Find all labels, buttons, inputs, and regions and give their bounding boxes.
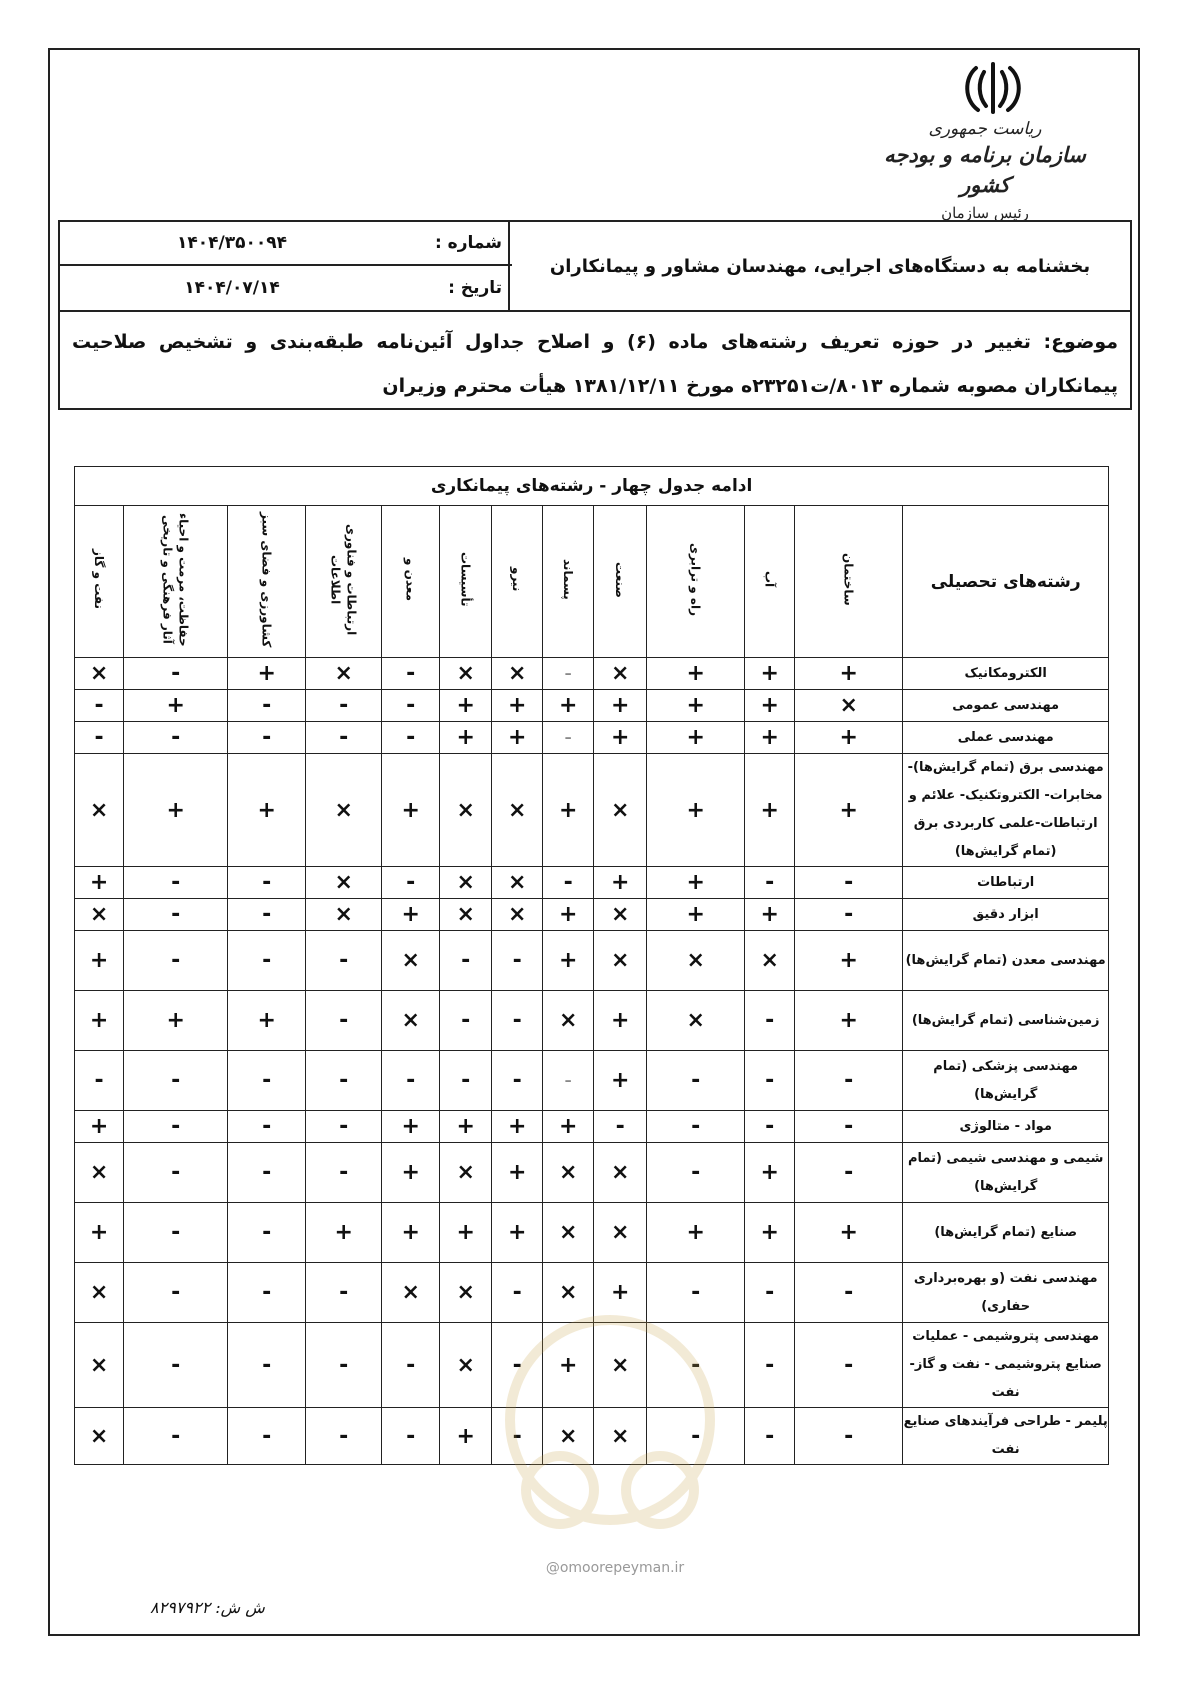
mark-cell: - (124, 1051, 228, 1111)
column-header-label: تأسیسات (458, 552, 473, 607)
mark-cell: - (124, 899, 228, 931)
subject-line-2: پیمانکاران مصوبه شماره ۸۰۱۳/ت۲۳۲۵۱ه مورخ ۱۳۸۱/۱۲/۱۱ هیأت محترم وزیران (382, 375, 1118, 397)
mark-cell: × (75, 1143, 124, 1203)
mark-cell: + (543, 690, 594, 722)
mark-cell: - (795, 1143, 903, 1203)
mark-cell: × (492, 867, 543, 899)
column-header-7 (440, 506, 492, 658)
date-value: ۱۴۰۴/۰۷/۱۴ (184, 278, 280, 298)
mark-cell: - (306, 722, 382, 754)
mark-cell: + (382, 899, 440, 931)
mark-cell: - (492, 931, 543, 991)
mark-cell: + (75, 1203, 124, 1263)
mark-cell: × (492, 658, 543, 690)
table-row (75, 754, 1109, 867)
column-header-label: حفاظت، مرمت و احیاء آثار فرهنگی و تاریخی (160, 512, 191, 647)
mark-cell: + (492, 690, 543, 722)
mark-cell: - (306, 1143, 382, 1203)
mark-cell: - (795, 899, 903, 931)
mark-cell: + (306, 1203, 382, 1263)
field-name-cell: مهندسی عملی (903, 722, 1109, 754)
table-row (75, 867, 1109, 899)
column-header-label: ساختمان (841, 553, 856, 606)
mark-cell: - (440, 991, 492, 1051)
date-label: تاریخ : (448, 278, 502, 298)
mark-cell: + (647, 690, 745, 722)
mark-cell: + (228, 754, 306, 867)
org-head-title: رئیس سازمان (941, 204, 1029, 222)
mark-cell: - (306, 1408, 382, 1465)
mark-cell: - (124, 722, 228, 754)
mark-cell: × (440, 754, 492, 867)
field-name-cell: مهندسی برق (تمام گرایش‌ها)- مخابرات- الکتروتکنیک- علائم و ارتباطات-علمی کاربردی برق (تمام گرایش‌ها) (903, 754, 1109, 867)
mark-cell: × (440, 1143, 492, 1203)
column-header-1 (795, 506, 903, 658)
table-row (75, 690, 1109, 722)
field-column-header: رشته‌های تحصیلی (903, 506, 1109, 658)
mark-cell: + (228, 991, 306, 1051)
mark-cell: – (543, 1051, 594, 1111)
mark-cell: - (124, 931, 228, 991)
mark-cell: × (543, 1203, 594, 1263)
mark-cell: - (228, 1323, 306, 1408)
mark-cell: - (795, 867, 903, 899)
mark-cell: - (492, 1323, 543, 1408)
mark-cell: × (75, 658, 124, 690)
mark-cell: + (440, 1408, 492, 1465)
mark-cell: + (594, 991, 647, 1051)
mark-cell: - (124, 1323, 228, 1408)
mark-cell: - (306, 690, 382, 722)
mark-cell: - (795, 1323, 903, 1408)
mark-cell: - (382, 867, 440, 899)
mark-cell: + (543, 899, 594, 931)
field-name-cell: الکترومکانیک (903, 658, 1109, 690)
mark-cell: - (75, 1051, 124, 1111)
mark-cell: × (795, 690, 903, 722)
mark-cell: × (440, 1323, 492, 1408)
mark-cell: × (647, 991, 745, 1051)
mark-cell: × (75, 1408, 124, 1465)
mark-cell: - (745, 1263, 795, 1323)
mark-cell: - (492, 1051, 543, 1111)
mark-cell: × (75, 1323, 124, 1408)
mark-cell: + (492, 1203, 543, 1263)
mark-cell: + (795, 931, 903, 991)
mark-cell: - (745, 1051, 795, 1111)
mark-cell: - (306, 991, 382, 1051)
mark-cell: + (647, 658, 745, 690)
column-header-10 (228, 506, 306, 658)
mark-cell: - (795, 1408, 903, 1465)
mark-cell: + (647, 867, 745, 899)
mark-cell: - (306, 1323, 382, 1408)
field-name-cell: زمین‌شناسی (تمام گرایش‌ها) (903, 991, 1109, 1051)
column-header-row (75, 506, 1109, 658)
table-row (75, 1111, 1109, 1143)
mark-cell: + (124, 991, 228, 1051)
table-row (75, 1051, 1109, 1111)
table-row (75, 722, 1109, 754)
mark-cell: × (594, 899, 647, 931)
mark-cell: - (228, 1143, 306, 1203)
mark-cell: - (594, 1111, 647, 1143)
mark-cell: × (306, 754, 382, 867)
mark-cell: + (594, 690, 647, 722)
mark-cell: - (306, 1111, 382, 1143)
mark-cell: × (745, 931, 795, 991)
mark-cell: - (228, 1263, 306, 1323)
column-header-3 (647, 506, 745, 658)
mark-cell: × (382, 991, 440, 1051)
mark-cell: - (382, 722, 440, 754)
mark-cell: - (124, 1111, 228, 1143)
mark-cell: + (594, 867, 647, 899)
field-name-cell: ابزار دقیق (903, 899, 1109, 931)
mark-cell: + (795, 722, 903, 754)
column-header-label: پسماند (561, 559, 576, 600)
mark-cell: + (543, 754, 594, 867)
table-row (75, 1203, 1109, 1263)
table-row (75, 991, 1109, 1051)
mark-cell: + (745, 658, 795, 690)
watermark-handle: @omoorepeyman.ir (545, 1560, 685, 1576)
mark-cell: × (594, 1143, 647, 1203)
table-row (75, 658, 1109, 690)
column-header-label: کشاورزی و فضای سبز (259, 511, 274, 648)
column-header-9 (306, 506, 382, 658)
mark-cell: – (543, 658, 594, 690)
mark-cell: × (594, 1408, 647, 1465)
mark-cell: × (492, 899, 543, 931)
mark-cell: - (228, 867, 306, 899)
table-row (75, 899, 1109, 931)
mark-cell: - (745, 1111, 795, 1143)
mark-cell: × (594, 658, 647, 690)
mark-cell: - (745, 867, 795, 899)
mark-cell: × (647, 931, 745, 991)
mark-cell: - (75, 722, 124, 754)
mark-cell: + (745, 690, 795, 722)
org-presidency: ریاست جمهوری (928, 119, 1042, 139)
field-name-cell: مهندسی پزشکی (تمام گرایش‌ها) (903, 1051, 1109, 1111)
table-row (75, 931, 1109, 991)
mark-cell: + (492, 1143, 543, 1203)
mark-cell: + (228, 658, 306, 690)
mark-cell: + (647, 754, 745, 867)
column-header-label: نیرو (510, 567, 525, 592)
subject (60, 310, 1130, 410)
mark-cell: - (440, 931, 492, 991)
mark-cell: + (440, 1111, 492, 1143)
watermark-seal (490, 1300, 730, 1570)
mark-cell: - (228, 931, 306, 991)
mark-cell: + (440, 1203, 492, 1263)
iran-emblem-icon (958, 60, 1028, 116)
mark-cell: × (440, 658, 492, 690)
mark-cell: × (306, 899, 382, 931)
mark-cell: - (492, 1408, 543, 1465)
mark-cell: + (440, 722, 492, 754)
mark-cell: + (745, 722, 795, 754)
mark-cell: × (492, 754, 543, 867)
mark-cell: - (647, 1143, 745, 1203)
number-row (60, 222, 512, 266)
mark-cell: + (124, 690, 228, 722)
field-name-cell: مهندسی عمومی (903, 690, 1109, 722)
mark-cell: + (795, 658, 903, 690)
column-header-label: راه و ترابری (688, 543, 703, 616)
field-name-cell: مهندسی معدن (تمام گرایش‌ها) (903, 931, 1109, 991)
column-header-label: ارتباطات و فناوری اطلاعات (328, 523, 359, 636)
mark-cell: - (228, 1051, 306, 1111)
table-row (75, 1143, 1109, 1203)
letter-header (58, 220, 1132, 410)
reference-number: ش ش: ۸۲۹۷۹۲۲ (150, 1598, 265, 1617)
mark-cell: + (594, 1051, 647, 1111)
mark-cell: × (75, 754, 124, 867)
mark-cell: × (543, 1263, 594, 1323)
mark-cell: × (543, 991, 594, 1051)
column-header-5 (543, 506, 594, 658)
mark-cell: + (745, 754, 795, 867)
mark-cell: × (382, 931, 440, 991)
org-name: سازمان برنامه و بودجه کشور (884, 142, 1086, 197)
column-header-6 (492, 506, 543, 658)
mark-cell: - (382, 1323, 440, 1408)
mark-cell: - (492, 1263, 543, 1323)
mark-cell: - (228, 1111, 306, 1143)
mark-cell: × (543, 1143, 594, 1203)
mark-cell: + (745, 899, 795, 931)
mark-cell: - (306, 931, 382, 991)
mark-cell: - (228, 1408, 306, 1465)
mark-cell: + (745, 1203, 795, 1263)
mark-cell: - (382, 658, 440, 690)
mark-cell: × (543, 1408, 594, 1465)
table-caption: ادامه جدول چهار - رشته‌های پیمانکاری (75, 467, 1109, 506)
letter-meta (60, 222, 512, 310)
mark-cell: - (647, 1111, 745, 1143)
mark-cell: + (382, 754, 440, 867)
mark-cell: - (306, 1051, 382, 1111)
mark-cell: - (647, 1051, 745, 1111)
mark-cell: × (306, 867, 382, 899)
mark-cell: - (124, 1203, 228, 1263)
mark-cell: - (745, 991, 795, 1051)
column-header-label: نفت و گاز (92, 549, 107, 610)
mark-cell: + (492, 722, 543, 754)
column-header-8 (382, 506, 440, 658)
mark-cell: - (382, 1051, 440, 1111)
mark-cell: + (647, 1203, 745, 1263)
recipients-line: بخشنامه به دستگاه‌های اجرایی، مهندسان مشاور و پیمانکاران (508, 222, 1130, 310)
field-name-cell: ارتباطات (903, 867, 1109, 899)
mark-cell: - (124, 1143, 228, 1203)
subject-line-1: موضوع: تغییر در حوزه تعریف رشته‌های ماده (۶) و اصلاح جداول آئین‌نامه طبقه‌بندی و تشخیص صلاحیت (72, 331, 1119, 353)
mark-cell: - (647, 1263, 745, 1323)
mark-cell: × (440, 899, 492, 931)
mark-cell: - (745, 1408, 795, 1465)
mark-cell: + (795, 991, 903, 1051)
column-header-label: صنعت (613, 561, 628, 598)
field-name-cell: شیمی و مهندسی شیمی (تمام گرایش‌ها) (903, 1143, 1109, 1203)
mark-cell: - (382, 1408, 440, 1465)
mark-cell: + (543, 931, 594, 991)
mark-cell: - (543, 867, 594, 899)
mark-cell: - (228, 1203, 306, 1263)
mark-cell: × (75, 1263, 124, 1323)
date-row (60, 266, 512, 310)
mark-cell: - (124, 1408, 228, 1465)
number-label: شماره : (434, 233, 502, 253)
mark-cell: × (594, 754, 647, 867)
mark-cell: × (440, 1263, 492, 1323)
mark-cell: - (440, 1051, 492, 1111)
mark-cell: × (594, 1323, 647, 1408)
mark-cell: + (382, 1111, 440, 1143)
mark-cell: + (795, 754, 903, 867)
mark-cell: + (647, 899, 745, 931)
mark-cell: - (382, 690, 440, 722)
mark-cell: + (75, 867, 124, 899)
mark-cell: × (594, 931, 647, 991)
column-header-11 (124, 506, 228, 658)
mark-cell: - (647, 1323, 745, 1408)
mark-cell: - (124, 658, 228, 690)
mark-cell: + (745, 1143, 795, 1203)
mark-cell: + (75, 931, 124, 991)
mark-cell: + (382, 1143, 440, 1203)
mark-cell: - (124, 1263, 228, 1323)
mark-cell: × (594, 1203, 647, 1263)
column-header-label: معدن و (403, 557, 418, 601)
mark-cell: - (228, 722, 306, 754)
column-header-2 (745, 506, 795, 658)
mark-cell: + (382, 1203, 440, 1263)
mark-cell: × (382, 1263, 440, 1323)
mark-cell: + (75, 991, 124, 1051)
organization-block (880, 118, 1090, 226)
mark-cell: - (795, 1111, 903, 1143)
mark-cell: + (795, 1203, 903, 1263)
field-name-cell: مهندسی نفت (و بهره‌برداری حفاری) (903, 1263, 1109, 1323)
mark-cell: × (440, 867, 492, 899)
mark-cell: – (543, 722, 594, 754)
mark-cell: + (440, 690, 492, 722)
mark-cell: + (124, 754, 228, 867)
field-name-cell: مواد - متالوژی (903, 1111, 1109, 1143)
mark-cell: × (306, 658, 382, 690)
mark-cell: - (228, 690, 306, 722)
mark-cell: - (745, 1323, 795, 1408)
mark-cell: - (75, 690, 124, 722)
mark-cell: + (647, 722, 745, 754)
mark-cell: + (594, 722, 647, 754)
mark-cell: - (795, 1263, 903, 1323)
mark-cell: - (647, 1408, 745, 1465)
mark-cell: + (594, 1263, 647, 1323)
field-name-cell: مهندسی پتروشیمی - عملیات صنایع پتروشیمی - نفت و گاز- نفت (903, 1323, 1109, 1408)
mark-cell: - (492, 991, 543, 1051)
mark-cell: + (543, 1111, 594, 1143)
mark-cell: - (795, 1051, 903, 1111)
mark-cell: - (124, 867, 228, 899)
mark-cell: - (306, 1263, 382, 1323)
mark-cell: + (543, 1323, 594, 1408)
number-value: ۱۴۰۴/۳۵۰۰۹۴ (177, 233, 287, 253)
mark-cell: + (75, 1111, 124, 1143)
column-header-label: آب (762, 571, 777, 588)
field-name-cell: صنایع (تمام گرایش‌ها) (903, 1203, 1109, 1263)
column-header-4 (594, 506, 647, 658)
field-name-cell: پلیمر - طراحی فرآیندهای صنایع نفت (903, 1408, 1109, 1465)
mark-cell: + (492, 1111, 543, 1143)
column-header-12 (75, 506, 124, 658)
mark-cell: × (75, 899, 124, 931)
mark-cell: - (228, 899, 306, 931)
